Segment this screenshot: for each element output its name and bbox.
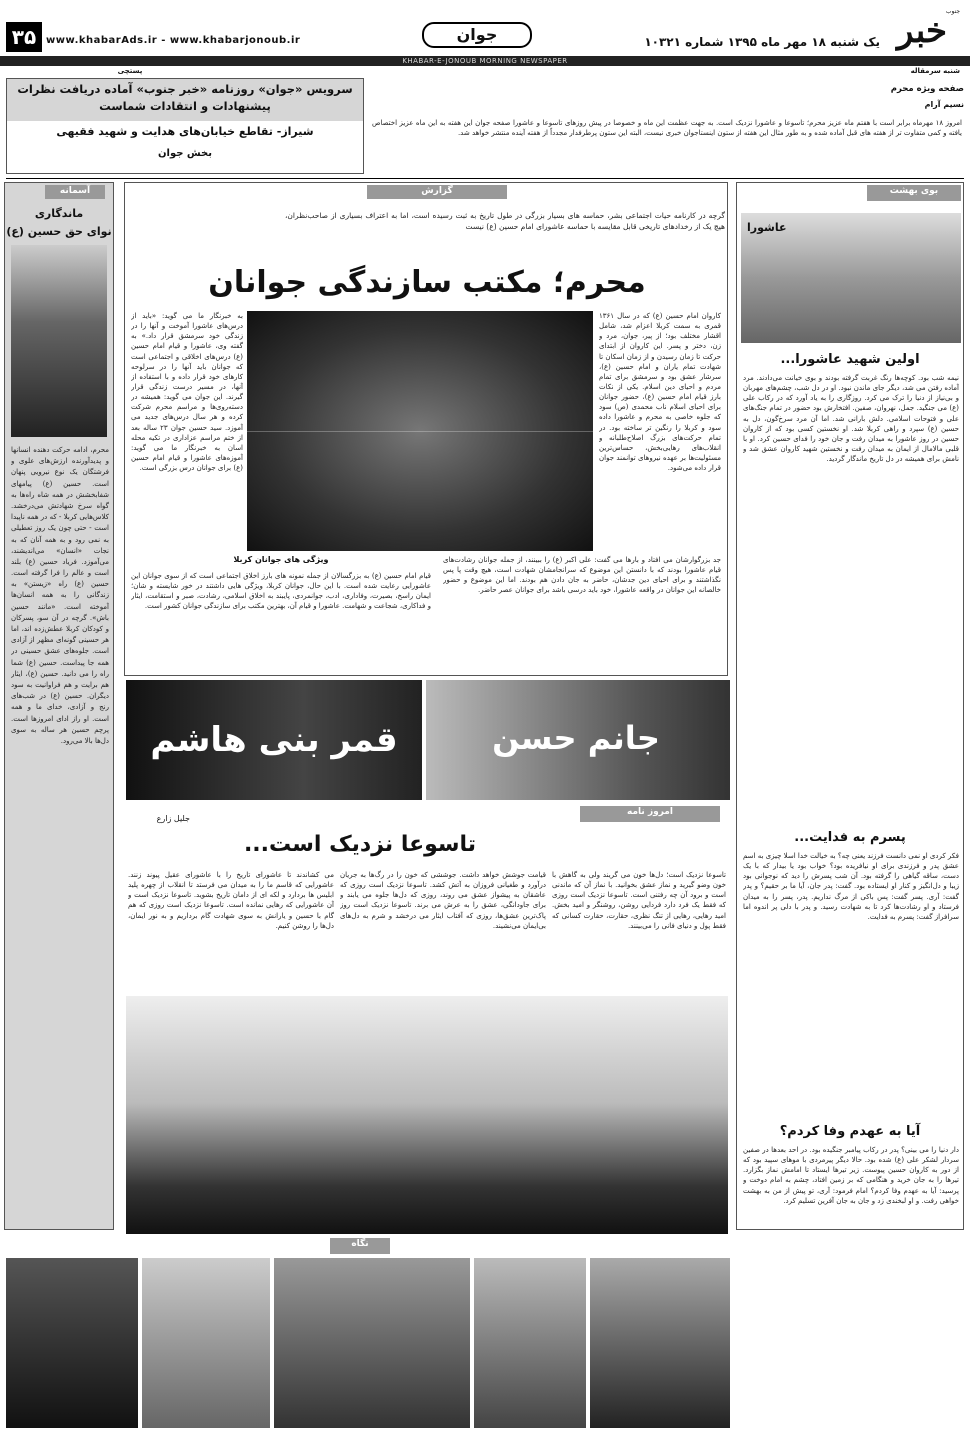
negah-photo-3 [274,1258,470,1428]
logo-sub: جنوب [945,8,961,15]
today-note-col-2: قیامت جوشش خواهد داشت. جوششی که خون را در رگ‌ها به جریان درآورد و طغیانی فروزان به آتش کشد. تاسوعا نزدیک است روزی که عاشقان به پیشواز عشق می روند، روزی که دل‌ها جلوه می یابند و برای جاودانگی، عشق را به عرش می برند. تاسوعا نزدیک است روز پاک‌ترین عشق‌ها، روزی که آفتاب ایثار می درخشد و شرم به دل‌های بی‌ایمان می‌نشیند. [340,871,546,930]
negah-photo-2 [142,1258,270,1428]
mourners-photo [247,311,593,551]
today-note-col-3: می کشاندند تا عاشورای تاریخ را با عاشورای عقیل پیوند زنند. عاشورایی که قاسم ما را به میدان می فرستد تا انقلاب از چهره پلید ابلیس ها بردارد و لکه ای از دامان تاریخ بشوید. تاسوعا نزدیک است و آن عاشورایی که رهایی نمانده است. تاسوعا نزدیک است روزی که هم گام با حسین و یارانش به سوی شهادت گام برداریم و به نور ایمان، دل‌ها را روشن کنیم. [128,871,334,930]
banner-left [126,680,422,800]
section-title: جوان [422,22,532,48]
boo-behesht-text-3: دار دنیا را می بینی؟ پدر در رکاب پیامبر جنگیده بود. در احد بعدها در صفین سردار لشکر علی (ع) شده بود. حالا دیگر پیرمردی با موهای سپید بود که از دور به کاروان حسین پیوست. زیر تیرها ایستاد تا امامش نماز بگزارد. تیرها را به جان خرید و هنگامی که بر زمین افتاد، چشم به امام دوخت و پرسید: آیا به عهدم وفا کردم؟ امام فرمود: آری، تو پیش از من به بهشت خواهی رفت. و او لبخندی زد و جان به جان آفرین تسلیم کرد. [743,1146,959,1205]
boo-behesht-head-3: آیا به عهدم وفا کردم؟ [779,1124,921,1139]
intro-author: نسیم آرام [924,100,964,109]
asmaneh-title-2: نوای حق حسین (ع) [6,225,112,238]
page-number: ۳۵ [6,22,42,52]
banner-right [426,680,730,800]
report-lead: گرچه در کارنامه حیات اجتماعی بشر، حماسه های بسیار بزرگی در طول تاریخ به ثبت رسیده است، اما به اعتراف بسیاری از صاحب‌نظران، هیچ یک از رخدادهای تاریخی قابل مقایسه با حماسه عاشورای امام حسین (ع) نیست [285,211,725,231]
asmaneh-title-1: ماندگاری [34,207,84,220]
report-headline: محرم؛ مکتب سازندگی جوانان [208,265,646,300]
today-note-tag: امروز نامه [580,806,720,822]
asmaneh-text: محرم، ادامه حرکت دهنده انسانها و پدیدآورنده ارزش‌های علوی و فرشتگان یک نوع نیرویی پنهان است. حسین (ع) پیامهای شفابخشش در همه شاه راه‌ها به گواه سرخ شهادتش می‌درخشد. کلاس‌هایی کربلا - که در همه ناپیدا است - حتی چون یک روز تعطیلی به نمی رود و به همه آنان که به نجات «انسان» می‌اندیشند، می‌آموزد. فریاد حسین (ع) بلند است و عالم را فرا گرفته است. حسین (ع) راه «زیستن» به زندگانی را به همه انسان‌ها آموخته است. «مانند حسین باش». گرچه در آن سو، پسرکان و کودکان کربلا عطش‌زده اند، اما هر حسینی گونه‌ای مظهر از آزادی است. جلوه‌های عشق حسینی در همه جا پیداست. حسین (ع) شما راه را می دانید. حسین (ع)، ایثار هم برایت و هم فراوانیت به سود دیگران. حسین (ع) در شب‌های رنج و آزادی، خدای ما و همه است. او راز ادای امروزها است. پرچم حسین هر ساله به سوی دل‌ها بالا می‌رود. [11,446,109,745]
website-links[interactable]: www.khabarAds.ir - www.khabarjonoub.ir [46,35,301,46]
banner-left-text: قمر بنی هاشم [150,720,398,760]
report-col-left: به خبرنگار ما می گوید: «باید از درس‌های عاشورا آموخت و آنها را در زندگی خود سرمشق قرار داد.» به گفته وی، عاشورا و قیام امام حسین (ع) درس‌های اخلاقی و اجتماعی است که جوانان باید آنها را در سرلوحه کارهای خود قرار داده و با استفاده از آنها، در مسیر درست زندگی قرار گیرند. این جوان می گوید: همیشه در دسته‌روی‌ها و مراسم محرم شرکت کرده و هر سال درس‌های جدید می آموزد. سید حسین جوان ۲۳ ساله بعد از ختم مراسم عزاداری در تکیه محله اسان به خبرنگار ما می گوید: آموزه‌های عاشورا و قیام امام حسین (ع) برای جوانان درس بزرگی است. [131,312,243,473]
intro-kicker: صفحه ویژه محرم [890,84,964,94]
newspaper-logo: خبر [896,11,948,51]
negah-photo-1 [6,1258,138,1428]
boo-behesht-tag: بوی بهشت [867,185,961,201]
negah-photo-4 [474,1258,586,1428]
flags-photo [126,996,728,1234]
report-col-bottom-left: قیام امام حسین (ع) به بزرگسالان از جمله نمونه های بارز اخلاق اجتماعی است که از سوی جوانان این عاشورایی رعایت شده است. با این حال، جوانان کربلا، ویژگی هایی داشتند در خور شایسته و شان؛ ایمان راسخ، بصیرت، وفاداری، ادب، جوانمردی، پایبند به اخلاق اسلامی، رشادت، صبر و استقامت، ایثار و فداکاری، شجاعت و شهامت. عاشورا و قیام آن، بهترین مکتب برای سازندگی جوانان کشور است. [131,572,431,611]
strap-left: پستچی [117,67,143,75]
boo-behesht-text-1: نیمه شب بود. کوچه‌ها رنگ غربت گرفته بودند و بوی خیانت می‌دادند. مرد آماده رفتن می شد، دیگر جای ماندن نبود. او در دل شب، چشم‌های مهربان و بی‌نیاز از دنیا را ترک می کرد. روزگاری را به یاد آورد که در رکاب علی (ع) می جنگید. جمل، نهروان، صفین. افتخارش بود حضور در تمام جنگ‌های علی و فتوحات اسلامی. دلش بارانی شد. اما آن مرد سرخ‌گون، دل به حسین (ع) سپرد و راهی کربلا شد. او نخستین کسی بود که از کاروان حسین در روز عاشورا به میدان رفت و جان خود را فدای حسین کرد. او با قلبی مالامال از ایمان به میدان رفت و نخستین شهید کاروان عشق شد و نامش برای همیشه در دل تاریخ ماندگار گردید. [743,374,959,464]
intro-text: امروز ۱۸ مهرماه برابر است با هفتم ماه عزیز محرم؛ تاسوعا و عاشورا نزدیک است. به جهت عظمت این ماه و خصوصا در پیش روزهای تاسوعا و عاشورا صفحه جوان این هفته به این ماه عزیز اختصاص یافته و کمی متفاوت تر از هفته های قبل آماده شده و به طور مثال این هفته از ستون اینستاجوان خبری نیست، البته این ستون پرطرفدار مجدداً از هفته آینده منتشر خواهد شد. [372,119,962,138]
strap-right: شنبه سرمقاله [910,67,960,75]
negah-photo-5 [590,1258,730,1428]
boo-behesht-text-2: فکر کردی او نمی دانست فرزند یعنی چه؟ به خیالت خدا اسلا چیزی به اسم عشق پدر و فرزندی برای او نیافریده بود؟ خواب بود یا بیدار که با یک دست، ساقه گیاهی را گرفته بود. آن شب پسرش را دید که نوجوانی بود زیبا و دل‌انگیز و کنار او ایستاده بود. گفت: پدر جان، آیا ما بر حقیم؟ و پدر گفت: آری. پسر گفت: پس باکی از مرگ نداریم. پدر، پسر را به میدان فرستاد و او رشادت‌ها کرد تا به شهادت رسید. و پدر با دلی پر اندوه اما سرافراز گفت: پسرم به فدایت. [743,852,959,921]
today-note-headline: تاسوعا نزدیک است... [243,832,477,857]
negah-tag: نگاه [330,1238,390,1254]
divider [6,178,964,179]
negah-strip [6,1258,964,1428]
report-box [124,182,728,676]
boo-behesht-head-2: پسرم به فدایت... [794,830,906,845]
service-title: سرویس «جوان» روزنامه «خبر جنوب» آماده دریافت نظرات پیشنهادات و انتقادات شماست [7,79,363,121]
boo-behesht-head-1: اولین شهید عاشورا... [780,352,920,367]
asmaneh-tag: آسمانه [45,185,105,199]
tents-caption: عاشورا [747,221,787,234]
service-dept: بخش جوان [157,148,213,159]
issue-date: یک شنبه ۱۸ مهر ماه ۱۳۹۵ شماره ۱۰۳۲۱ [644,35,880,49]
boo-behesht-column [736,182,964,1230]
today-note-byline: جلیل زارع [156,814,190,823]
asmaneh-column [4,182,114,1230]
intro-block [372,78,964,174]
report-tag: گزارش [367,185,507,199]
service-address: شیراز- تقاطع خیابان‌های هدایت و شهید فقیهی [56,125,314,138]
report-subhead: ویژگی های جوانان کربلا [233,555,329,564]
tents-photo [741,213,961,343]
today-note-col-1: تاسوعا نزدیک است؛ دل‌ها خون می گریند ولی به گاهش با خون وضو گیرید و نماز عشق بخوانید. با نماز آن که ماندنی است و برود آن چه رفتنی است. تاسوعا نزدیک است روزی که فقط یک فرد دارد فردایی روشن، روشنگر و امید بخش. امید رهایی، رهایی از تنگ نظری، حقارت، حقارت کسانی که فقط پول و دنیای فانی را می‌بینند. [552,871,726,930]
banner-text: KHABAR-E-JONOUB MORNING NEWSPAPER [402,57,568,65]
report-col-right: کاروان امام حسین (ع) که در سال ۱۳۶۱ قمری به سمت کربلا اعزام شد، شامل اقشار مختلف بود؛ از پیر، جوان، مرد و زن، دختر و پسر. این کاروان از ابتدای حرکت تا زمان رسیدن و از زمان اسکان تا شهادت تمام یاران و امام حسین (ع)، سرشار عشق بود و سرمشق برای تمام مردم و احیای دین اسلام. یکی از نکات بارز قیام امام حسین (ع)، حضور جوانان برای احیای اسلام ناب محمدی (ص) سود که جلوه خاصی به محرم و عاشورا داده سود و کربلا را رنگین تر ساخته بود. در تمام حرکت‌های بزرگ اصلاح‌طلبانه و انقلاب‌های رهایی‌بخش، حساس‌ترین مسئولیت‌ها بر عهده نیروهای توانمند جوان قرار داده می‌شود. [599,312,721,473]
shrine-photo [11,245,107,437]
banner-right-text: جانم حسن [492,719,660,757]
report-col-bottom-right: جد بزرگوارشان می افتاد و بارها می گفت: علی اکبر (ع) را ببینند، از جمله جوانان رشادت‌های قیام عاشورا بودند که با دانستن این موضوع که سرانجامشان شهادت است، هیچ وقت پا پس نگذاشتند و برای احیای دین جدشان، حاضر به جان دادن هم بودند. اما این موضوع و حضور خالصانه این جوانان در واقعه عاشورا، خود باید درسی باشد برای جوانان عصر حاضر. [443,556,721,595]
service-box [6,78,364,174]
